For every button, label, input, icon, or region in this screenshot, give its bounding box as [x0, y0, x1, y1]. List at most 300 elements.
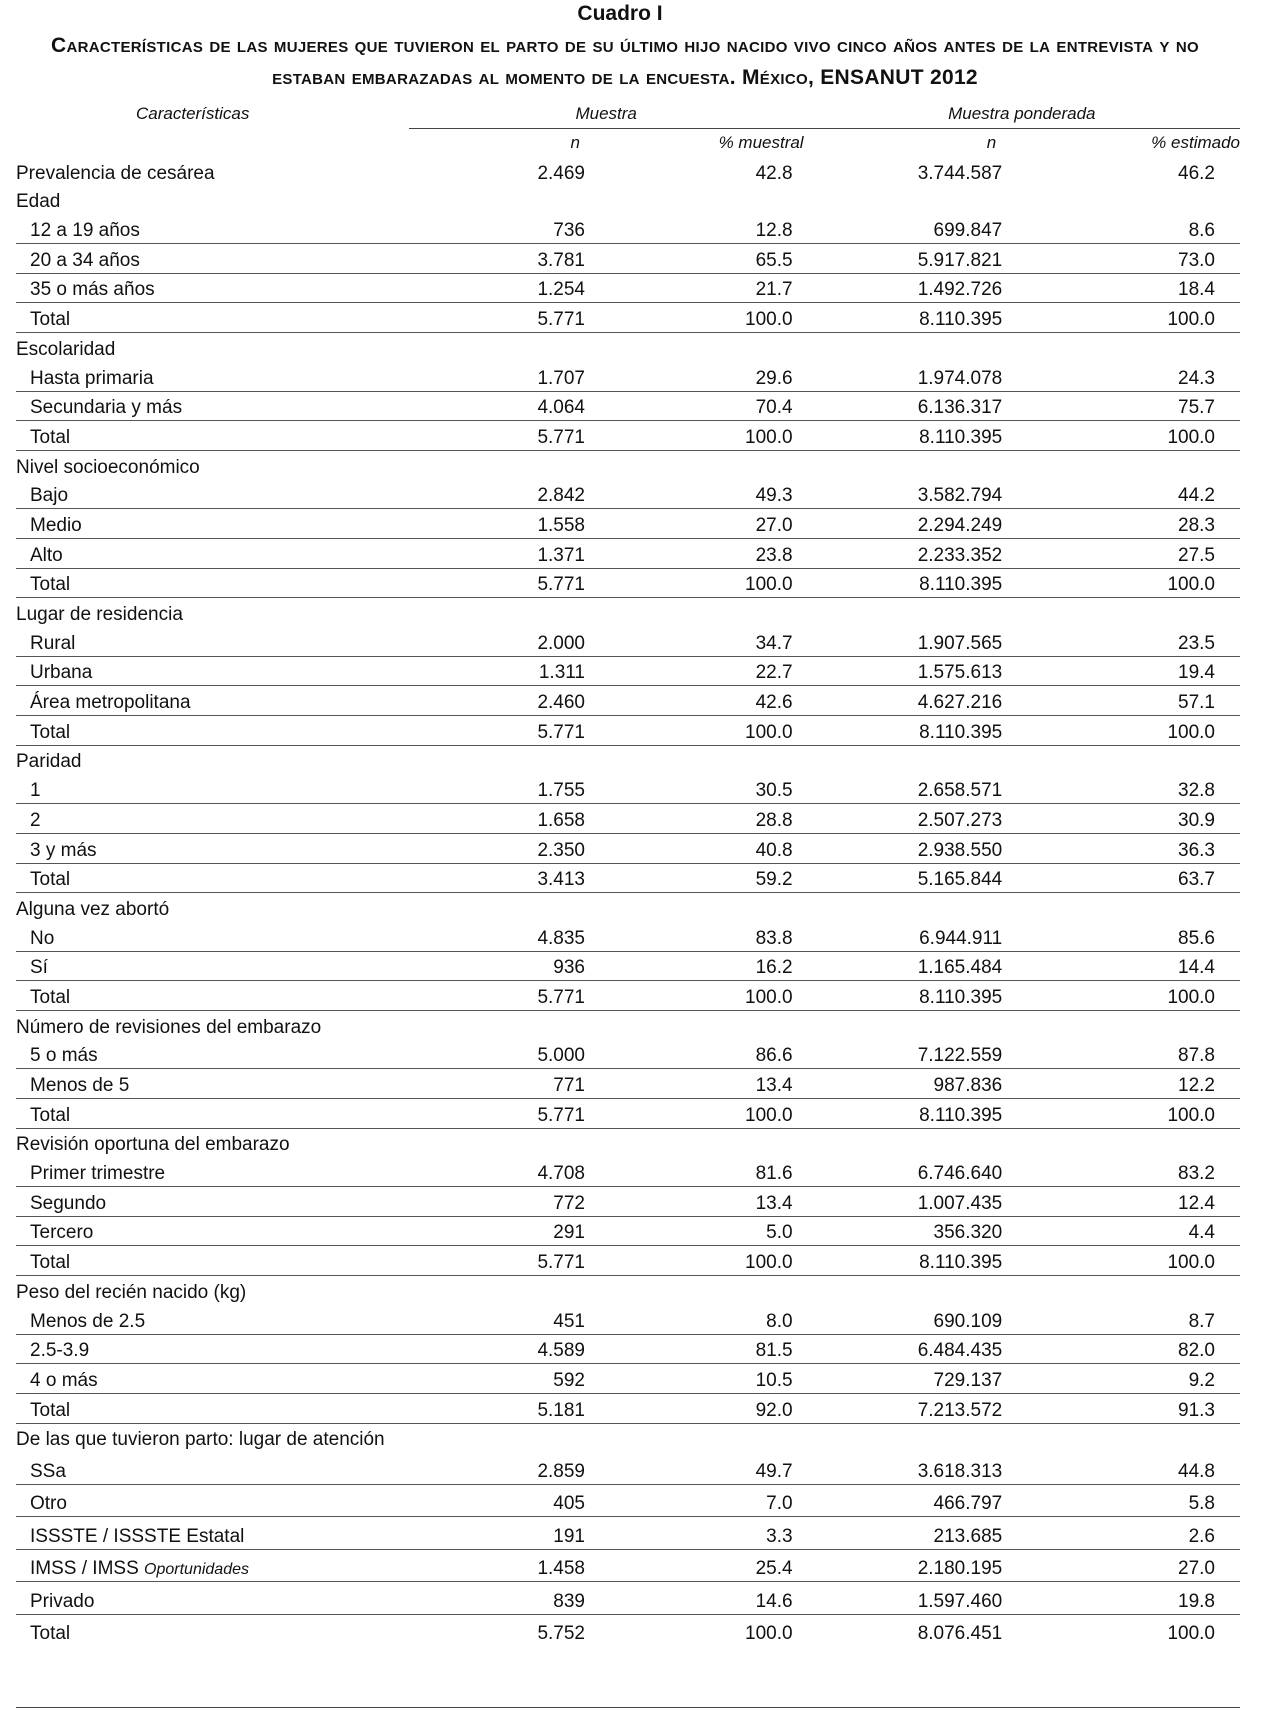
- cell-n: [409, 1364, 595, 1394]
- cell-pct-estimado-text: 87.8: [1178, 1045, 1215, 1067]
- header-n: n: [570, 133, 580, 152]
- cell-pct-estimado: [1029, 273, 1240, 303]
- cell-n-text: 5.752: [537, 1623, 585, 1645]
- category-row: [16, 1276, 1240, 1305]
- cell-n-ponderada: [804, 1010, 1030, 1039]
- cell-pct-muestral-text: 100.0: [745, 574, 793, 596]
- cell-pct-estimado-text: 100.0: [1167, 426, 1215, 448]
- row-label-text: Total: [30, 1623, 71, 1645]
- cell-n-ponderada-text: 8.110.395: [919, 1104, 1003, 1126]
- row-label: [16, 686, 409, 716]
- cell-n-text: 3.413: [537, 869, 585, 891]
- cell-pct-muestral: [595, 1393, 804, 1423]
- row-label-text: 5 o más: [30, 1045, 98, 1067]
- cell-n-text: 839: [553, 1590, 585, 1612]
- cell-pct-estimado-text: 83.2: [1178, 1163, 1215, 1185]
- cell-pct-estimado-text: 2.6: [1188, 1525, 1215, 1547]
- table-row: [16, 1216, 1240, 1246]
- cell-n-text: 771: [553, 1075, 585, 1096]
- cell-n-ponderada-text: 6.484.435: [917, 1340, 1003, 1362]
- cell-n-text: 1.371: [537, 544, 585, 566]
- row-label-text: Total: [30, 721, 71, 743]
- table-row: [16, 157, 1240, 186]
- cell-pct-estimado-text: 19.8: [1178, 1590, 1215, 1612]
- cell-n-ponderada: [804, 981, 1030, 1011]
- row-label-text: Rural: [30, 632, 76, 654]
- cell-n: [409, 273, 595, 303]
- table-row: [16, 1305, 1240, 1334]
- row-label: [16, 391, 409, 421]
- row-label: [16, 804, 409, 834]
- cell-n-text: 5.771: [537, 721, 585, 743]
- table-row: [16, 1040, 1240, 1069]
- cell-n-text: 3.781: [537, 249, 585, 271]
- row-label: [16, 186, 409, 215]
- cell-n-ponderada: [804, 509, 1030, 539]
- cell-n: [409, 450, 595, 479]
- cell-n-ponderada-text: 7.213.572: [917, 1399, 1003, 1421]
- cell-pct-estimado: [1029, 1393, 1240, 1423]
- cell-pct-estimado-text: 18.4: [1178, 279, 1215, 301]
- cell-n-text: 936: [553, 957, 585, 979]
- cell-pct-muestral-text: 34.7: [755, 632, 793, 654]
- cell-pct-muestral-text: 10.5: [755, 1369, 793, 1391]
- row-label: [16, 1099, 409, 1129]
- cell-pct-muestral: [595, 480, 804, 509]
- row-label-text: Privado: [30, 1590, 95, 1612]
- cell-pct-muestral-text: 22.7: [755, 662, 793, 684]
- cell-n: [409, 981, 595, 1011]
- cell-pct-estimado-text: 12.2: [1178, 1075, 1215, 1096]
- row-label-text: Tercero: [30, 1222, 94, 1244]
- cell-n-ponderada: [804, 450, 1030, 479]
- cell-pct-muestral: [595, 598, 804, 627]
- row-label-text: De las que tuvieron parto: lugar de atención: [16, 1429, 385, 1451]
- row-label: [16, 922, 409, 951]
- cell-pct-muestral-text: 8.0: [766, 1310, 793, 1332]
- row-label: [16, 1040, 409, 1069]
- table-row: [16, 686, 1240, 716]
- cell-pct-estimado: [1029, 186, 1240, 215]
- cell-n-ponderada-text: 3.582.794: [917, 485, 1003, 507]
- cell-pct-estimado-text: 27.5: [1178, 544, 1215, 566]
- cell-n-ponderada: [804, 421, 1030, 451]
- row-label-text: 20 a 34 años: [30, 249, 140, 271]
- cell-pct-estimado-text: 30.9: [1178, 809, 1215, 831]
- cell-pct-muestral-text: 14.6: [755, 1590, 793, 1612]
- cell-n: [409, 1393, 595, 1423]
- cell-n-ponderada: [804, 1128, 1030, 1157]
- row-label: [16, 1517, 409, 1550]
- cell-n-text: 4.835: [537, 927, 585, 949]
- cell-pct-muestral-text: 86.6: [755, 1045, 793, 1067]
- cell-n-ponderada-text: 1.007.435: [917, 1192, 1003, 1214]
- cell-pct-estimado-text: 28.3: [1178, 514, 1215, 536]
- cell-n: [409, 362, 595, 391]
- cell-pct-estimado: [1029, 333, 1240, 362]
- cell-pct-estimado-text: 8.6: [1188, 220, 1215, 242]
- cell-pct-estimado-text: 44.8: [1178, 1460, 1215, 1482]
- cell-pct-muestral: [595, 745, 804, 774]
- row-label: [16, 716, 409, 746]
- cell-pct-muestral: [595, 568, 804, 598]
- cell-n: [409, 598, 595, 627]
- cell-n: [409, 1010, 595, 1039]
- table-row: [16, 1452, 1240, 1484]
- cell-n-text: 291: [553, 1222, 585, 1244]
- table-row: [16, 716, 1240, 746]
- cell-pct-muestral: [595, 1582, 804, 1615]
- row-label: [16, 273, 409, 303]
- cell-n-ponderada: [804, 214, 1030, 243]
- cell-n: [409, 1128, 595, 1157]
- row-label: [16, 1128, 409, 1157]
- cell-n-ponderada: [804, 1549, 1030, 1582]
- cell-n-text: 5.000: [537, 1045, 585, 1067]
- cell-pct-muestral: [595, 391, 804, 421]
- cell-pct-muestral: [595, 1040, 804, 1069]
- cell-n-ponderada-text: 5.165.844: [917, 869, 1003, 891]
- row-label-text: Total: [30, 1399, 71, 1421]
- cell-pct-estimado: [1029, 1582, 1240, 1615]
- row-label-text: Otro: [30, 1493, 67, 1515]
- cell-pct-muestral-text: 100.0: [745, 1252, 793, 1274]
- cell-n-ponderada: [804, 1040, 1030, 1069]
- cell-n-text: 1.458: [537, 1558, 585, 1580]
- cell-pct-estimado: [1029, 833, 1240, 863]
- cell-n-text: 191: [553, 1525, 585, 1547]
- row-label: [16, 1216, 409, 1246]
- row-label-text: Total: [30, 1252, 71, 1274]
- cell-n-ponderada: [804, 745, 1030, 774]
- cell-n-ponderada-text: 8.076.451: [917, 1623, 1003, 1645]
- table-body: [16, 157, 1240, 1646]
- cell-pct-estimado: [1029, 214, 1240, 243]
- cell-pct-estimado-text: 23.5: [1178, 632, 1215, 654]
- cell-pct-estimado: [1029, 1187, 1240, 1217]
- cell-n-ponderada: [804, 1246, 1030, 1276]
- cell-pct-muestral: [595, 656, 804, 686]
- cell-n: [409, 333, 595, 362]
- cell-pct-muestral: [595, 333, 804, 362]
- cell-pct-muestral: [595, 1010, 804, 1039]
- row-label-text: Menos de 5: [30, 1075, 130, 1096]
- cell-pct-muestral: [595, 1364, 804, 1394]
- cell-n-ponderada-text: 2.294.249: [917, 514, 1003, 536]
- cell-n-ponderada-text: 987.836: [933, 1075, 1003, 1096]
- cell-pct-muestral-text: 13.4: [755, 1192, 793, 1214]
- table-row: [16, 863, 1240, 893]
- row-label-text: Área metropolitana: [30, 692, 191, 714]
- cell-n-ponderada-text: 8.110.395: [919, 426, 1003, 448]
- cell-n-text: 592: [553, 1369, 585, 1391]
- row-label: [16, 1484, 409, 1517]
- cell-n: [409, 391, 595, 421]
- cell-n-text: 772: [553, 1192, 585, 1214]
- table-row: [16, 1187, 1240, 1217]
- cell-n-ponderada: [804, 598, 1030, 627]
- cell-n-ponderada: [804, 1484, 1030, 1517]
- row-label-text: Medio: [30, 514, 82, 536]
- table-row: [16, 480, 1240, 509]
- cell-n: [409, 804, 595, 834]
- cell-pct-muestral-text: 21.7: [755, 279, 793, 301]
- cell-n-text: 2.350: [537, 839, 585, 861]
- row-label-italic: Oportunidades: [144, 1561, 249, 1579]
- row-label-text: SSa: [30, 1460, 66, 1482]
- cell-pct-estimado: [1029, 509, 1240, 539]
- cell-n-ponderada-text: 8.110.395: [919, 1252, 1003, 1274]
- row-label: [16, 244, 409, 274]
- cell-pct-estimado-text: 100.0: [1167, 721, 1215, 743]
- cell-n-text: 5.771: [537, 309, 585, 331]
- row-label: [16, 509, 409, 539]
- row-label-text: Secundaria y más: [30, 397, 183, 419]
- row-label: [16, 1069, 409, 1099]
- row-label-text: Número de revisiones del embarazo: [16, 1016, 322, 1038]
- cell-pct-estimado: [1029, 1305, 1240, 1334]
- cell-n-text: 2.469: [537, 162, 585, 184]
- cell-pct-estimado-text: 85.6: [1178, 927, 1215, 949]
- row-label: [16, 745, 409, 774]
- cell-n: [409, 627, 595, 656]
- row-label-text: 12 a 19 años: [30, 220, 140, 242]
- row-label-text: Total: [30, 574, 71, 596]
- table-row: [16, 833, 1240, 863]
- header-muestra: Muestra: [409, 100, 804, 129]
- cell-n-ponderada: [804, 833, 1030, 863]
- row-label-text: Primer trimestre: [30, 1163, 166, 1185]
- cell-pct-muestral: [595, 922, 804, 951]
- cell-n-ponderada: [804, 686, 1030, 716]
- cell-pct-estimado: [1029, 1010, 1240, 1039]
- header-muestra-ponderada: Muestra ponderada: [804, 100, 1240, 129]
- cell-n-ponderada-text: 213.685: [933, 1525, 1003, 1547]
- row-label-text: Nivel socioeconómico: [16, 456, 200, 478]
- row-label-text: Total: [30, 986, 71, 1008]
- cell-n: [409, 157, 595, 186]
- cell-pct-estimado-text: 19.4: [1178, 662, 1215, 684]
- cell-n: [409, 244, 595, 274]
- cell-pct-estimado: [1029, 421, 1240, 451]
- row-label-text: 2.5-3.9: [30, 1340, 90, 1362]
- row-label: [16, 333, 409, 362]
- row-label: [16, 1305, 409, 1334]
- cell-pct-muestral-text: 42.8: [755, 162, 793, 184]
- row-label: [16, 303, 409, 333]
- cell-pct-muestral: [595, 1246, 804, 1276]
- cell-pct-muestral: [595, 186, 804, 215]
- cell-pct-estimado: [1029, 804, 1240, 834]
- cell-pct-muestral: [595, 981, 804, 1011]
- cell-pct-estimado: [1029, 303, 1240, 333]
- row-label-text: Peso del recién nacido (kg): [16, 1281, 247, 1303]
- table-row: [16, 1484, 1240, 1517]
- row-label-text: Paridad: [16, 751, 82, 773]
- cell-n-text: 5.771: [537, 426, 585, 448]
- cell-pct-muestral: [595, 893, 804, 922]
- cell-n-text: 736: [553, 220, 585, 242]
- row-label: [16, 627, 409, 656]
- cell-n-ponderada-text: 5.917.821: [917, 249, 1003, 271]
- cell-pct-muestral: [595, 1517, 804, 1550]
- cell-pct-muestral-text: 16.2: [755, 957, 793, 979]
- table-row: [16, 1334, 1240, 1364]
- cell-n-text: 2.460: [537, 692, 585, 714]
- cell-n-ponderada: [804, 538, 1030, 568]
- cell-n-text: 1.558: [537, 514, 585, 536]
- cell-pct-muestral: [595, 244, 804, 274]
- cell-pct-muestral-text: 40.8: [755, 839, 793, 861]
- cell-n-ponderada-text: 7.122.559: [917, 1045, 1003, 1067]
- row-label-text: Alto: [30, 544, 63, 566]
- row-label: [16, 1614, 409, 1646]
- cell-pct-estimado-text: 46.2: [1178, 162, 1215, 184]
- table-row: [16, 804, 1240, 834]
- cell-pct-muestral: [595, 1305, 804, 1334]
- row-label: [16, 421, 409, 451]
- category-row: [16, 1010, 1240, 1039]
- cell-pct-muestral: [595, 804, 804, 834]
- cell-n-text: 405: [553, 1493, 585, 1515]
- table-row: [16, 1069, 1240, 1099]
- cell-pct-muestral: [595, 1549, 804, 1582]
- cell-pct-estimado: [1029, 1614, 1240, 1646]
- cell-pct-muestral: [595, 627, 804, 656]
- cell-n-text: 5.771: [537, 1104, 585, 1126]
- cell-n-ponderada: [804, 303, 1030, 333]
- cell-n-ponderada: [804, 922, 1030, 951]
- cell-pct-muestral-text: 13.4: [755, 1075, 793, 1096]
- cell-pct-muestral: [595, 303, 804, 333]
- table-row: [16, 1364, 1240, 1394]
- table-row: [16, 214, 1240, 243]
- cell-n-text: 1.658: [537, 809, 585, 831]
- cell-n: [409, 1157, 595, 1186]
- cell-n: [409, 1423, 595, 1452]
- header-pct-estimado: % estimado: [1151, 133, 1240, 152]
- cell-n-ponderada: [804, 333, 1030, 362]
- cell-n: [409, 863, 595, 893]
- cell-n-text: 1.707: [537, 367, 585, 389]
- cell-pct-muestral-text: 3.3: [766, 1525, 793, 1547]
- table-row: [16, 1246, 1240, 1276]
- cell-pct-estimado-text: 100.0: [1167, 1623, 1215, 1645]
- cell-n-ponderada-text: 2.938.550: [917, 839, 1003, 861]
- table-row: [16, 1393, 1240, 1423]
- cell-n: [409, 1614, 595, 1646]
- cell-n-ponderada: [804, 362, 1030, 391]
- cell-n: [409, 1276, 595, 1305]
- cell-pct-estimado-text: 12.4: [1178, 1192, 1215, 1214]
- cell-n-ponderada-text: 1.974.078: [917, 367, 1003, 389]
- cell-pct-estimado: [1029, 1099, 1240, 1129]
- cell-n-ponderada-text: 3.744.587: [917, 162, 1003, 184]
- cell-n-text: 451: [553, 1310, 585, 1332]
- cell-pct-estimado-text: 4.4: [1188, 1222, 1215, 1244]
- cell-n-ponderada: [804, 568, 1030, 598]
- cell-pct-muestral: [595, 1614, 804, 1646]
- category-row: [16, 1128, 1240, 1157]
- cell-pct-muestral: [595, 686, 804, 716]
- row-label: [16, 893, 409, 922]
- cell-n-ponderada: [804, 1216, 1030, 1246]
- table-row: [16, 951, 1240, 981]
- cell-pct-muestral: [595, 450, 804, 479]
- cell-pct-estimado: [1029, 244, 1240, 274]
- row-label-text: Menos de 2.5: [30, 1310, 146, 1332]
- row-label: [16, 1157, 409, 1186]
- cell-pct-muestral-text: 49.3: [755, 485, 793, 507]
- cell-pct-muestral: [595, 538, 804, 568]
- cell-pct-estimado: [1029, 1423, 1240, 1452]
- row-label-text: Lugar de residencia: [16, 604, 183, 625]
- cell-pct-estimado: [1029, 391, 1240, 421]
- row-label-text: Prevalencia de cesárea: [16, 162, 215, 184]
- table-row: [16, 981, 1240, 1011]
- cell-pct-estimado-text: 63.7: [1178, 869, 1215, 891]
- cell-pct-estimado-text: 32.8: [1178, 780, 1215, 802]
- cell-pct-estimado: [1029, 568, 1240, 598]
- category-row: [16, 333, 1240, 362]
- cell-n-ponderada: [804, 1582, 1030, 1615]
- row-label: [16, 1549, 409, 1582]
- cell-pct-estimado: [1029, 745, 1240, 774]
- cell-n-ponderada: [804, 863, 1030, 893]
- cell-n-text: 4.708: [537, 1163, 585, 1185]
- cell-n: [409, 1040, 595, 1069]
- cell-n-ponderada-text: 466.797: [933, 1493, 1003, 1515]
- cell-n-ponderada-text: 2.233.352: [917, 544, 1003, 566]
- row-label: [16, 598, 409, 627]
- cell-pct-muestral: [595, 951, 804, 981]
- cell-n: [409, 1484, 595, 1517]
- cell-n-text: 2.000: [537, 632, 585, 654]
- cell-n: [409, 1334, 595, 1364]
- cell-pct-estimado: [1029, 656, 1240, 686]
- table-row: [16, 244, 1240, 274]
- cell-pct-muestral: [595, 1452, 804, 1484]
- cell-n-ponderada-text: 8.110.395: [919, 721, 1003, 743]
- cell-n: [409, 922, 595, 951]
- category-row: [16, 598, 1240, 627]
- cell-pct-estimado: [1029, 1128, 1240, 1157]
- header-pct-muestral: % muestral: [718, 133, 804, 152]
- cell-n-ponderada: [804, 1276, 1030, 1305]
- row-label: [16, 833, 409, 863]
- cell-pct-muestral: [595, 157, 804, 186]
- row-label-text: Alguna vez abortó: [16, 898, 170, 920]
- cell-pct-muestral-text: 12.8: [755, 220, 793, 242]
- cell-pct-estimado-text: 100.0: [1167, 1252, 1215, 1274]
- cell-n: [409, 774, 595, 803]
- cell-pct-muestral-text: 65.5: [755, 249, 793, 271]
- cell-pct-muestral: [595, 1484, 804, 1517]
- cell-n-ponderada-text: 699.847: [933, 220, 1003, 242]
- cell-pct-estimado: [1029, 686, 1240, 716]
- row-label-text: No: [30, 927, 55, 949]
- cell-n-ponderada: [804, 804, 1030, 834]
- cell-n: [409, 214, 595, 243]
- cell-n-ponderada: [804, 1305, 1030, 1334]
- cell-n-ponderada: [804, 244, 1030, 274]
- cell-pct-muestral: [595, 1157, 804, 1186]
- row-label: [16, 1276, 409, 1305]
- cell-n-ponderada-text: 1.907.565: [917, 632, 1003, 654]
- cell-pct-muestral-text: 49.7: [755, 1460, 793, 1482]
- cell-n-ponderada-text: 2.507.273: [917, 809, 1003, 831]
- header-n-ponderada: n: [986, 133, 997, 152]
